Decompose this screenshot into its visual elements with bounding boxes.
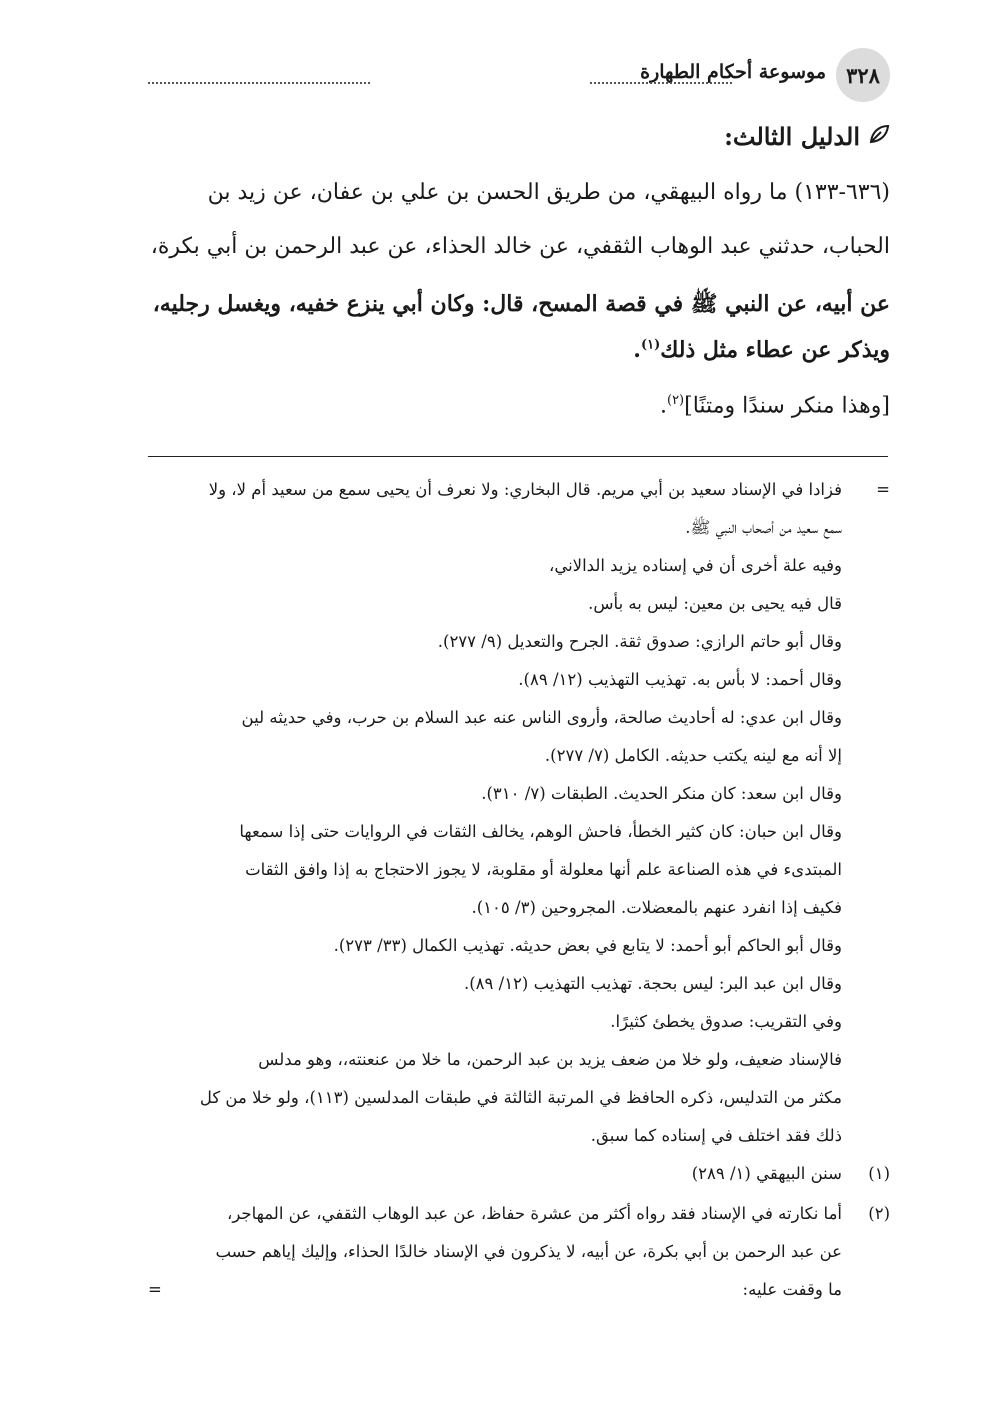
footnote-line: وقال أبو حاتم الرازي: صدوق ثقة. الجرح والتعديل (٩/ ٢٧٧).	[437, 632, 842, 651]
footnote-line: قال فيه يحيى بن معين: ليس به بأس.	[588, 594, 842, 613]
footnote-1: سنن البيهقي (١/ ٢٨٩)	[691, 1164, 842, 1183]
footnote-line: وقال ابن سعد: كان منكر الحديث. الطبقات (٧/ ٣١٠).	[481, 784, 842, 803]
main-text-line: (٦٣٦-١٣٣) ما رواه البيهقي، من طريق الحسن بن علي بن عفان، عن زيد بن	[207, 180, 890, 205]
header-dotted-leader	[148, 82, 370, 84]
footnote-line: مكثر من التدليس، ذكره الحافظ في المرتبة الثالثة في طبقات المدلسين (١١٣)، ولو خلا من كل	[199, 1088, 842, 1107]
section-heading-text: الدليل الثالث:	[724, 122, 860, 151]
footnote-line: فزادا في الإسناد سعيد بن أبي مريم. قال البخاري: ولا نعرف أن يحيى سمع من سعيد أم لا، ولا	[208, 480, 842, 499]
main-text-segment: ويذكر عن عطاء مثل ذلك	[660, 337, 890, 363]
footnote-2-line: ما وقفت عليه:	[742, 1280, 842, 1299]
continuation-mark: =	[876, 480, 890, 499]
footnote-line: سمع سعيد من أصحاب النبي ﷺ.	[685, 518, 842, 537]
continuation-mark: =	[148, 1280, 162, 1299]
footnote-line: وقال ابن عدي: له أحاديث صالحة، وأروى الناس عنه عبد السلام بن حرب، وفي حديثه لين	[241, 708, 842, 727]
sentence-end: .	[659, 393, 667, 419]
running-title: موسوعة أحكام الطهارة	[640, 61, 826, 83]
footnote-line: وقال ابن حبان: كان كثير الخطأ، فاحش الوهم، يخالف الثقات في الروايات حتى إذا سمعها	[239, 822, 842, 841]
footnote-line: فالإسناد ضعيف، ولو خلا من ضعف يزيد بن عبد الرحمن، ما خلا من عنعنته،، وهو مدلس	[258, 1050, 842, 1069]
main-text-line: عن أبيه، عن النبي ﷺ في قصة المسح، قال: وكان أبي ينزع خفيه، ويغسل رجليه،	[152, 291, 890, 317]
footnote-line: إلا أنه مع لينه يكتب حديثه. الكامل (٧/ ٢٧٧).	[544, 746, 842, 765]
footnote-line: المبتدىء في هذه الصناعة علم أنها معلولة أو مقلوبة، لا يجوز الاحتجاج به إذا وافق الثقات	[245, 860, 842, 879]
footnote-ref: (٢)	[666, 393, 685, 408]
footnote-line: ذلك فقد اختلف في إسناده كما سبق.	[590, 1126, 842, 1145]
page-header	[148, 48, 890, 100]
footnote-line: وقال أحمد: لا بأس به. تهذيب التهذيب (١٢/ ٨٩).	[518, 670, 842, 689]
section-heading	[148, 122, 890, 151]
footnote-line: وقال أبو الحاكم أبو أحمد: لا يتابع في بعض حديثه. تهذيب الكمال (٣٣/ ٢٧٣).	[333, 936, 842, 955]
footnote-2-line: أما نكارته في الإسناد فقد رواه أكثر من عشرة حفاظ، عن عبد الوهاب الثقفي، عن المهاجر،	[227, 1204, 842, 1223]
header-dotted-leader	[590, 82, 732, 84]
footnote-marker: (١)	[868, 1164, 890, 1183]
main-text-segment: [وهذا منكر سندًا ومتنًا]	[684, 393, 890, 419]
footnote-line: وفي التقريب: صدوق يخطئ كثيرًا.	[610, 1012, 842, 1031]
footnote-line: وفيه علة أخرى أن في إسناده يزيد الدالاني،	[549, 556, 842, 575]
footnote-ref: (١)	[640, 337, 661, 353]
sentence-end: .	[633, 337, 641, 363]
main-text-line: الحباب، حدثني عبد الوهاب الثقفي، عن خالد الحذاء، عن عبد الرحمن بن أبي بكرة،	[150, 234, 890, 259]
footnote-separator	[148, 456, 888, 457]
page-number: ٣٢٨	[836, 48, 890, 102]
main-text-line	[148, 393, 890, 418]
footnote-line: وقال ابن عبد البر: ليس بحجة. تهذيب التهذيب (١٢/ ٨٩).	[463, 974, 842, 993]
footnote-line: فكيف إذا انفرد عنهم بالمعضلات. المجروحين (٣/ ١٠٥).	[471, 898, 842, 917]
leaf-icon	[868, 123, 890, 151]
main-text-line	[148, 337, 890, 363]
footnote-marker: (٢)	[868, 1204, 890, 1223]
footnote-2-line: عن عبد الرحمن بن أبي بكرة، عن أبيه، لا يذكرون في الإسناد خالدًا الحذاء، وإليك إياهم حسب	[215, 1242, 842, 1261]
